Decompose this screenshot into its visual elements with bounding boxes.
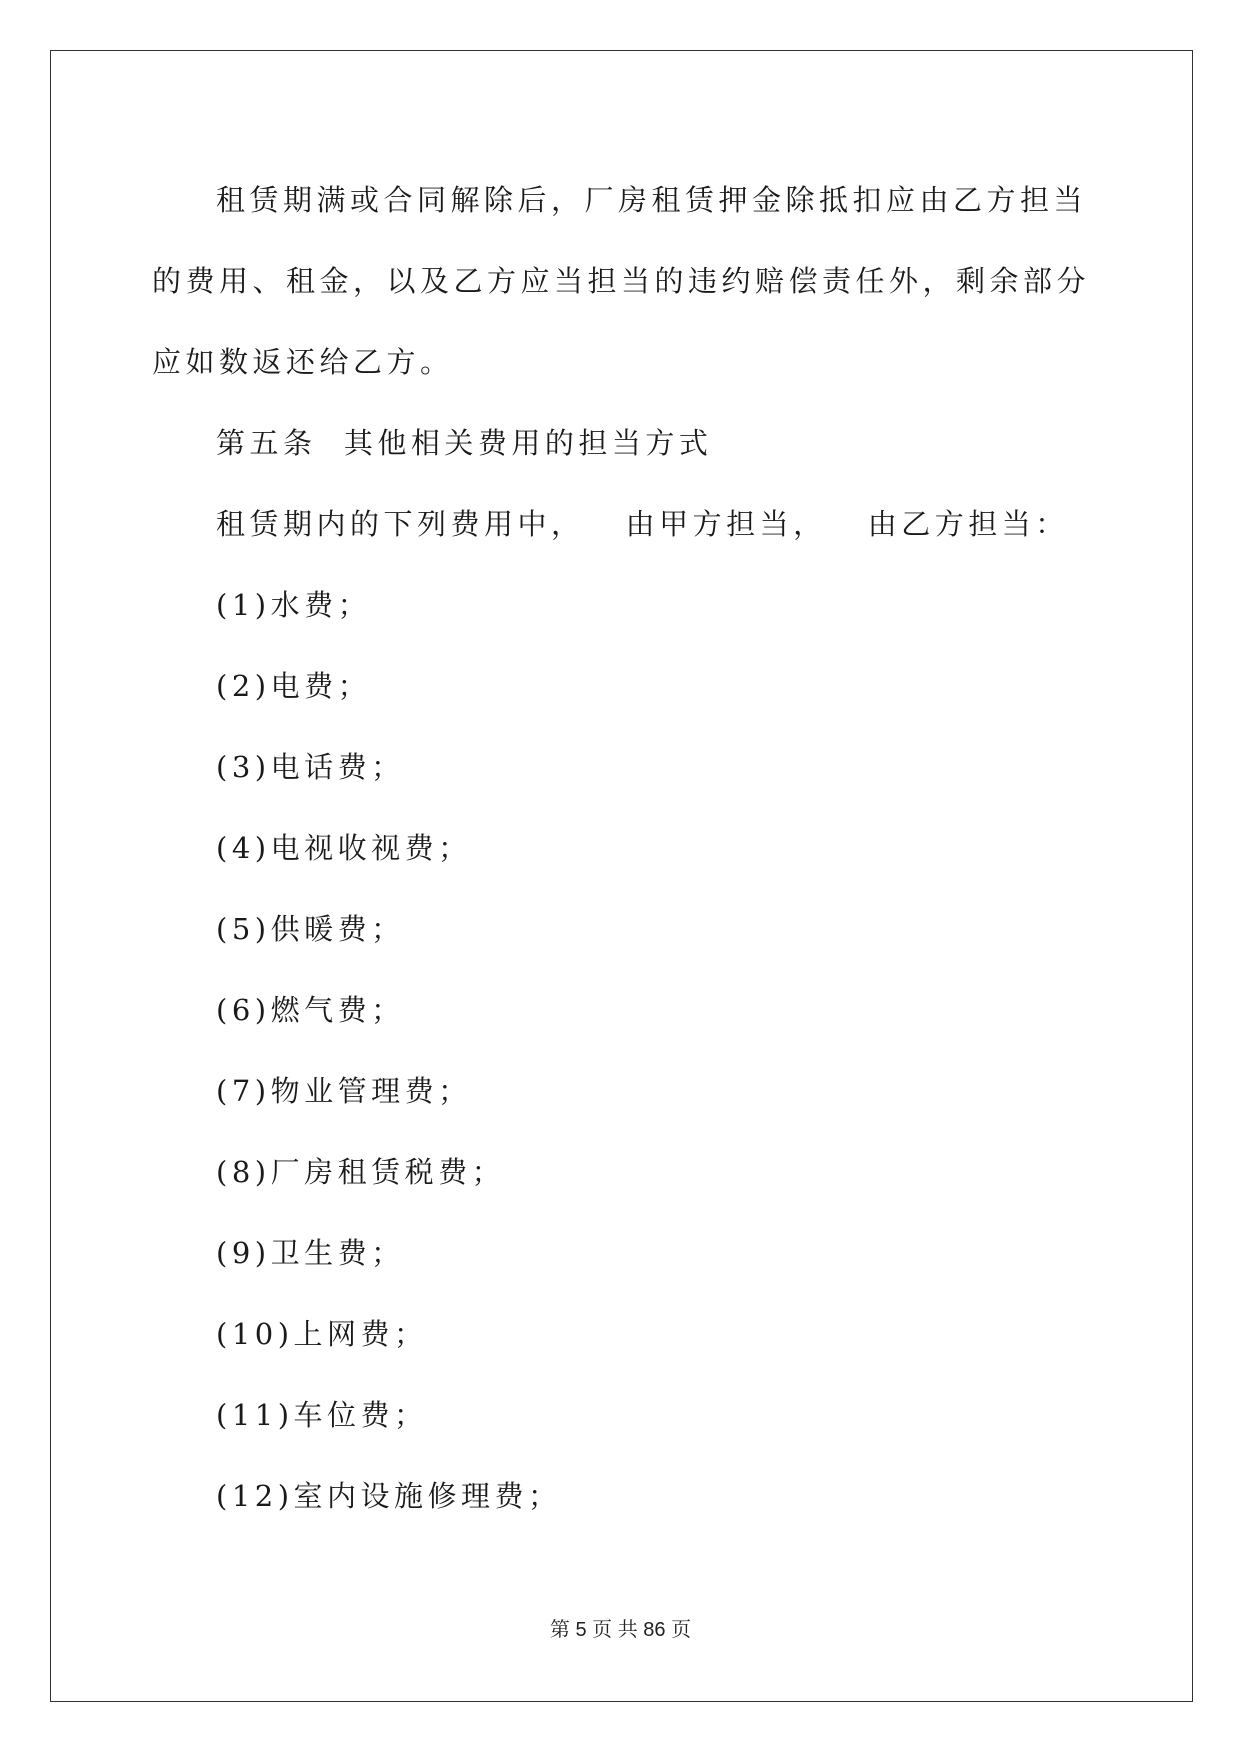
- list-item-internet-fee: (10)上网费；: [216, 1317, 428, 1351]
- list-item-gas-fee: (6)燃气费；: [216, 993, 405, 1027]
- paragraph-fee-allocation: 租赁期内的下列费用中， 由甲方担当， 由乙方担当：: [216, 507, 1069, 541]
- document-body: [152, 160, 1092, 1537]
- list-item-rental-tax: (8)厂房租赁税费；: [216, 1155, 506, 1189]
- list-item-telephone-fee: (3)电话费；: [216, 750, 405, 784]
- list-item-parking-fee: (11)车位费；: [216, 1398, 428, 1432]
- paragraph-deposit-return: 租赁期满或合同解除后，厂房租赁押金除抵扣应由乙方担当的费用、租金，以及乙方应当担当的违约赔偿责任外，剩余部分应如数返还给乙方。: [152, 183, 1091, 379]
- list-item-tv-fee: (4)电视收视费；: [216, 831, 472, 865]
- list-item-property-management-fee: (7)物业管理费；: [216, 1074, 472, 1108]
- list-item-water-fee: (1)水费；: [216, 588, 372, 622]
- article-5-heading: 第五条 其他相关费用的担当方式: [216, 426, 713, 460]
- list-item-electricity-fee: (2)电费；: [216, 669, 372, 703]
- page-footer: 第 5 页 共 86 页: [549, 1619, 692, 1641]
- list-item-sanitation-fee: (9)卫生费；: [216, 1236, 405, 1270]
- list-item-heating-fee: (5)供暖费；: [216, 912, 405, 946]
- list-item-repair-fee: (12)室内设施修理费；: [216, 1479, 562, 1513]
